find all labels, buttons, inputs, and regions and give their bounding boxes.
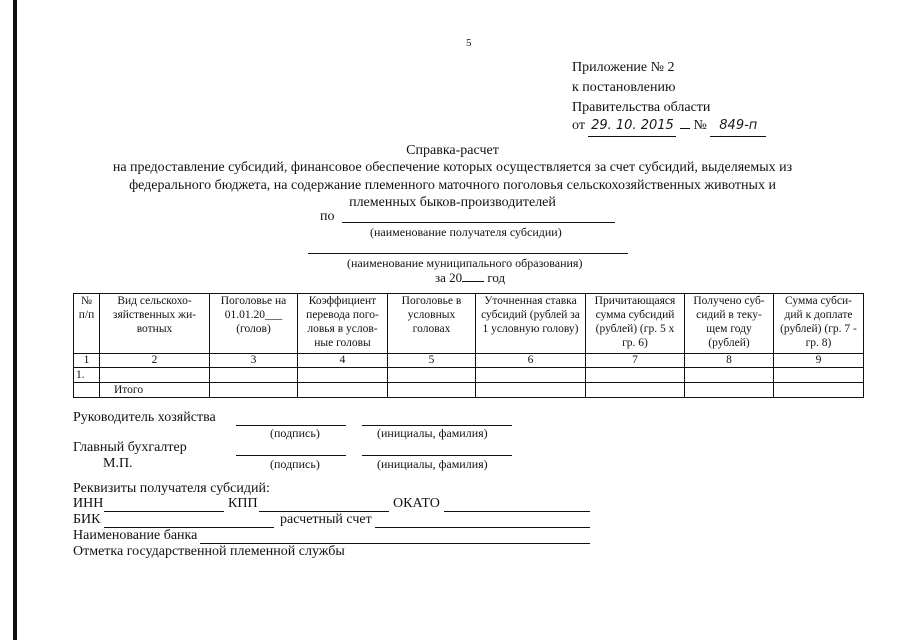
column-number: 8 bbox=[685, 354, 774, 368]
handwritten-date: 29. 10. 2015 bbox=[588, 116, 676, 137]
header-cell: Вид сельскохо-зяйственных жи-вотных bbox=[100, 294, 210, 354]
accountant-name-caption: (инициалы, фамилия) bbox=[377, 457, 488, 471]
year-suffix: год bbox=[487, 270, 506, 285]
municipality-line[interactable] bbox=[308, 253, 628, 254]
header-cell: Получено суб-сидий в теку-щем году (рублей) bbox=[685, 294, 774, 354]
handwritten-number: 849-п bbox=[710, 116, 766, 137]
account-field[interactable] bbox=[375, 527, 590, 528]
column-number: 4 bbox=[298, 354, 388, 368]
table-cell[interactable] bbox=[298, 383, 388, 398]
head-signature-caption: (подпись) bbox=[270, 426, 320, 440]
accountant-name-line[interactable] bbox=[362, 455, 512, 456]
subsidy-table bbox=[73, 293, 864, 398]
appendix-date-line bbox=[572, 116, 766, 137]
inn-field[interactable] bbox=[104, 511, 224, 512]
stamp-label: М.П. bbox=[103, 456, 133, 471]
doc-title-line-4: племенных быков-производителей bbox=[349, 195, 556, 210]
column-number: 5 bbox=[388, 354, 476, 368]
date-underline bbox=[680, 128, 690, 129]
table-cell[interactable] bbox=[586, 383, 685, 398]
year-line bbox=[435, 270, 505, 286]
column-number: 7 bbox=[586, 354, 685, 368]
header-cell: № п/п bbox=[74, 294, 100, 354]
table-cell[interactable] bbox=[100, 368, 210, 383]
municipality-caption: (наименование муниципального образования) bbox=[347, 256, 583, 270]
breeding-service-mark: Отметка государственной племенной службы bbox=[73, 544, 345, 559]
recipient-prefix: по bbox=[320, 209, 335, 224]
table-row bbox=[74, 368, 864, 383]
appendix-line-1: Приложение № 2 bbox=[572, 60, 675, 75]
column-number: 1 bbox=[74, 354, 100, 368]
doc-title-line-2: на предоставление субсидий, финансовое обеспечение которых осуществляется за счет субсидий, выделяемых из bbox=[112, 160, 793, 175]
table-cell[interactable] bbox=[210, 368, 298, 383]
table-cell[interactable] bbox=[774, 383, 864, 398]
appendix-line-2: к постановлению bbox=[572, 80, 676, 95]
scan-left-edge bbox=[13, 0, 17, 640]
table-cell[interactable] bbox=[210, 383, 298, 398]
table-cell[interactable] bbox=[685, 368, 774, 383]
appendix-line-3: Правительства области bbox=[572, 100, 711, 115]
doc-title: Справка-расчет bbox=[406, 143, 499, 158]
header-cell: Поголовье в условных головах bbox=[388, 294, 476, 354]
head-name-caption: (инициалы, фамилия) bbox=[377, 426, 488, 440]
okato-label: ОКАТО bbox=[393, 496, 440, 511]
column-number: 6 bbox=[476, 354, 586, 368]
head-label: Руководитель хозяйства bbox=[73, 410, 216, 425]
column-number: 3 bbox=[210, 354, 298, 368]
header-cell: Уточненная ставка субсидий (рублей за 1 условную голову) bbox=[476, 294, 586, 354]
recipient-name-line[interactable] bbox=[342, 222, 615, 223]
table-cell[interactable] bbox=[298, 368, 388, 383]
table-cell[interactable] bbox=[388, 383, 476, 398]
column-number: 2 bbox=[100, 354, 210, 368]
requisites-heading: Реквизиты получателя субсидий: bbox=[73, 481, 270, 496]
total-label: Итого bbox=[100, 383, 210, 398]
accountant-label: Главный бухгалтер bbox=[73, 440, 187, 455]
accountant-signature-caption: (подпись) bbox=[270, 457, 320, 471]
number-prefix: № bbox=[693, 118, 707, 133]
table-cell[interactable] bbox=[476, 368, 586, 383]
table-cell[interactable] bbox=[74, 383, 100, 398]
table-cell[interactable] bbox=[774, 368, 864, 383]
header-cell: Поголовье на 01.01.20___ (голов) bbox=[210, 294, 298, 354]
table-cell[interactable] bbox=[476, 383, 586, 398]
header-cell: Сумма субси-дий к доплате (рублей) (гр. 7 - гр. 8) bbox=[774, 294, 864, 354]
column-number: 9 bbox=[774, 354, 864, 368]
header-cell: Коэффициент перевода пого-ловья в услов-ные головы bbox=[298, 294, 388, 354]
accountant-signature-line[interactable] bbox=[236, 455, 346, 456]
year-blank[interactable] bbox=[462, 281, 484, 282]
okato-field[interactable] bbox=[444, 511, 590, 512]
recipient-caption: (наименование получателя субсидии) bbox=[370, 225, 562, 239]
total-row bbox=[74, 383, 864, 398]
date-prefix: от bbox=[572, 118, 585, 133]
bank-label: Наименование банка bbox=[73, 528, 198, 543]
table-cell[interactable] bbox=[685, 383, 774, 398]
table-cell[interactable] bbox=[388, 368, 476, 383]
account-label: расчетный счет bbox=[280, 512, 372, 527]
doc-title-line-3: федерального бюджета, на содержание племенного маточного поголовья сельскохозяйственных животных и bbox=[129, 178, 776, 193]
bik-label: БИК bbox=[73, 512, 101, 527]
row-index: 1. bbox=[74, 368, 100, 383]
kpp-label: КПП bbox=[228, 496, 258, 511]
year-prefix: за 20 bbox=[435, 270, 463, 285]
inn-label: ИНН bbox=[73, 496, 104, 511]
header-cell: Причитающаяся сумма субсидий (рублей) (гр. 5 х гр. 6) bbox=[586, 294, 685, 354]
page-number: 5 bbox=[466, 37, 472, 49]
table-cell[interactable] bbox=[586, 368, 685, 383]
